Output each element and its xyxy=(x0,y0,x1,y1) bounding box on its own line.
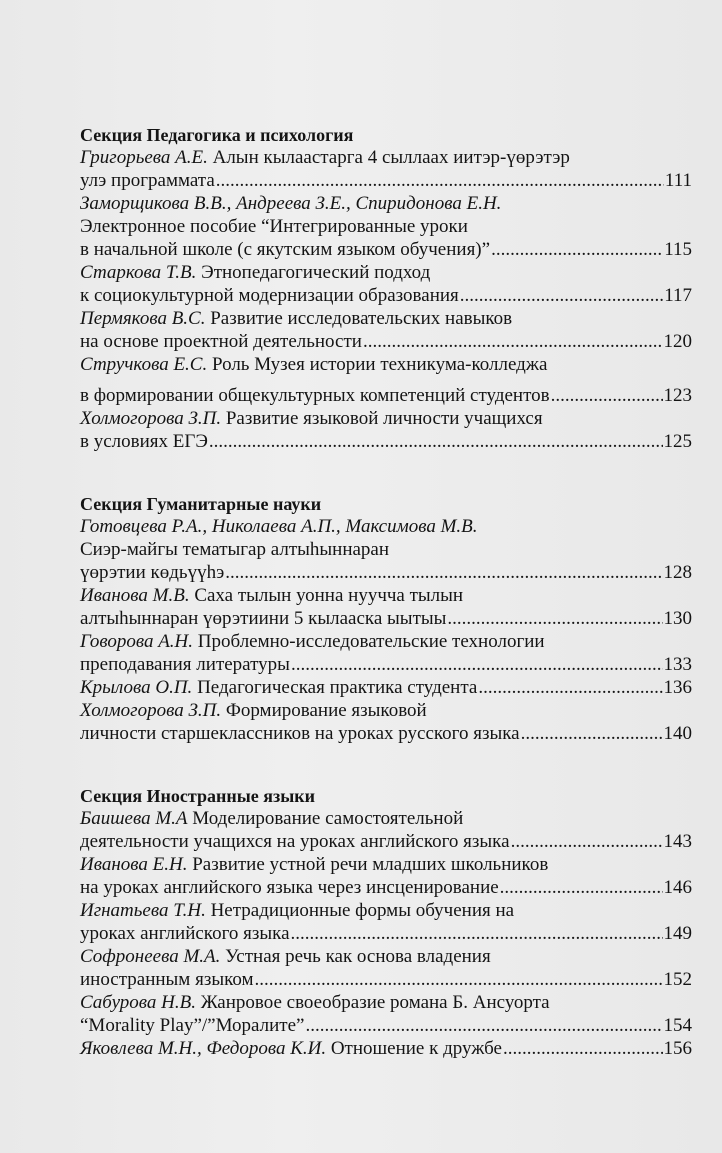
page-number: 152 xyxy=(663,969,692,990)
toc-entry xyxy=(80,353,692,407)
page-number: 149 xyxy=(663,923,692,944)
page-number: 117 xyxy=(664,285,692,306)
entry-title-line: Отношение к дружбе xyxy=(330,1038,502,1059)
entry-title-line: “Morality Play”/”Моралите” xyxy=(80,1015,305,1036)
entry-title-line: Нетрадиционные формы обучения на xyxy=(210,900,515,921)
toc-entry xyxy=(80,1037,692,1060)
entry-authors: Григорьева А.Е. xyxy=(80,147,208,168)
section-foreign-languages xyxy=(80,785,692,1060)
section-title: Секция Педагогика и психология xyxy=(80,125,354,145)
entry-authors: Холмогорова З.П. xyxy=(80,700,222,721)
page-number: 156 xyxy=(663,1038,692,1059)
toc-entry xyxy=(80,307,692,353)
entry-title-line: Жанровое своеобразие романа Б. Ансуорта xyxy=(200,992,550,1013)
entry-authors: Заморщикова В.В., Андреева З.Е., Спиридонова Е.Н. xyxy=(80,193,502,214)
entry-title-line: Развитие устной речи младших школьников xyxy=(192,854,549,875)
entry-title-line: преподавания литературы xyxy=(80,654,290,675)
entry-title-line: в начальной школе (с якутским языком обучения)” xyxy=(80,239,491,260)
entry-authors: Яковлева М.Н., Федорова К.И. xyxy=(80,1038,327,1059)
entry-authors: Крылова О.П. xyxy=(80,677,193,698)
entry-authors: Игнатьева Т.Н. xyxy=(80,900,206,921)
entry-title-line: Саха тылын уонна нуучча тылын xyxy=(194,585,464,606)
toc-entry xyxy=(80,899,692,945)
entry-title-line: Устная речь как основа владения xyxy=(225,946,491,967)
entry-title-line: Сиэр-майгы тематыгар алтыһыннаран xyxy=(80,539,390,560)
entry-title-line: личности старшеклассников на уроках русского языка xyxy=(80,723,520,744)
toc-entry xyxy=(80,807,692,853)
toc-entry xyxy=(80,515,692,584)
section-pedagogy xyxy=(80,124,692,453)
toc-entry xyxy=(80,584,692,630)
page-number: 146 xyxy=(663,877,692,898)
entry-title-line: на основе проектной деятельности xyxy=(80,331,362,352)
entry-title-line: Формирование языковой xyxy=(225,700,427,721)
toc-entry xyxy=(80,192,692,261)
section-title: Секция Гуманитарные науки xyxy=(80,494,322,514)
table-of-contents xyxy=(80,124,692,1060)
page-number: 125 xyxy=(663,431,692,452)
page-number: 123 xyxy=(663,385,692,406)
entry-authors: Сабурова Н.В. xyxy=(80,992,196,1013)
entry-title-line: Роль Музея истории техникума-колледжа xyxy=(211,354,548,375)
page-number: 115 xyxy=(664,239,692,260)
toc-entry xyxy=(80,630,692,676)
entry-title-line: Педагогическая практика студента xyxy=(197,677,478,698)
entry-title-line: алтыһыннаран үөрэтиини 5 кылааска ыытыы xyxy=(80,608,447,629)
entry-title-line: Этнопедагогический подход xyxy=(201,262,431,283)
entry-title-line: иностранным языком xyxy=(80,969,254,990)
entry-title-line: уроках английского языка xyxy=(80,923,290,944)
entry-title-line: в формировании общекультурных компетенций студентов xyxy=(80,385,550,406)
entry-authors: Баишева М.А xyxy=(80,808,188,829)
entry-title-line: в условиях ЕГЭ xyxy=(80,431,208,452)
entry-title-line: Проблемно-исследовательские технологии xyxy=(197,631,545,652)
entry-authors: Холмогорова З.П. xyxy=(80,408,222,429)
page-number: 133 xyxy=(663,654,692,675)
entry-title-line: Развитие языковой личности учащихся xyxy=(225,408,543,429)
entry-title-line: улэ программата xyxy=(80,170,215,191)
toc-entry xyxy=(80,699,692,745)
entry-authors: Софронеева М.А. xyxy=(80,946,221,967)
toc-entry xyxy=(80,853,692,899)
entry-title-line: к социокультурной модернизации образования xyxy=(80,285,459,306)
page-number: 128 xyxy=(663,562,692,583)
entry-authors: Иванова Е.Н. xyxy=(80,854,188,875)
toc-entry xyxy=(80,991,692,1037)
section-title: Секция Иностранные языки xyxy=(80,786,316,806)
section-humanities xyxy=(80,493,692,745)
entry-title-line: деятельности учащихся на уроках английского языка xyxy=(80,831,510,852)
entry-authors: Старкова Т.В. xyxy=(80,262,197,283)
toc-entry xyxy=(80,945,692,991)
page-number: 130 xyxy=(663,608,692,629)
page-number: 140 xyxy=(663,723,692,744)
entry-authors: Говорова А.Н. xyxy=(80,631,194,652)
toc-entry xyxy=(80,146,692,192)
entry-title-line: Моделирование самостоятельной xyxy=(192,808,464,829)
entry-title-line: Алын кылаастарга 4 сыллаах иитэр-үөрэтэр xyxy=(212,147,570,168)
entry-authors: Пермякова В.С. xyxy=(80,308,206,329)
page-number: 111 xyxy=(664,170,692,191)
toc-entry xyxy=(80,676,692,699)
entry-title-line: Развитие исследовательских навыков xyxy=(210,308,513,329)
entry-title-line: үөрэтии көдьүүһэ xyxy=(80,562,225,583)
entry-title-line: Электронное пособие “Интегрированные уроки xyxy=(80,216,468,237)
entry-authors: Готовцева Р.А., Николаева А.П., Максимова М.В. xyxy=(80,516,478,537)
page-number: 120 xyxy=(663,331,692,352)
toc-entry xyxy=(80,407,692,453)
toc-entry xyxy=(80,261,692,307)
entry-title-line: на уроках английского языка через инсценирование xyxy=(80,877,499,898)
entry-authors: Иванова М.В. xyxy=(80,585,190,606)
entry-authors: Стручкова Е.С. xyxy=(80,354,208,375)
page-number: 136 xyxy=(663,677,692,698)
page-number: 154 xyxy=(663,1015,692,1036)
page-number: 143 xyxy=(663,831,692,852)
